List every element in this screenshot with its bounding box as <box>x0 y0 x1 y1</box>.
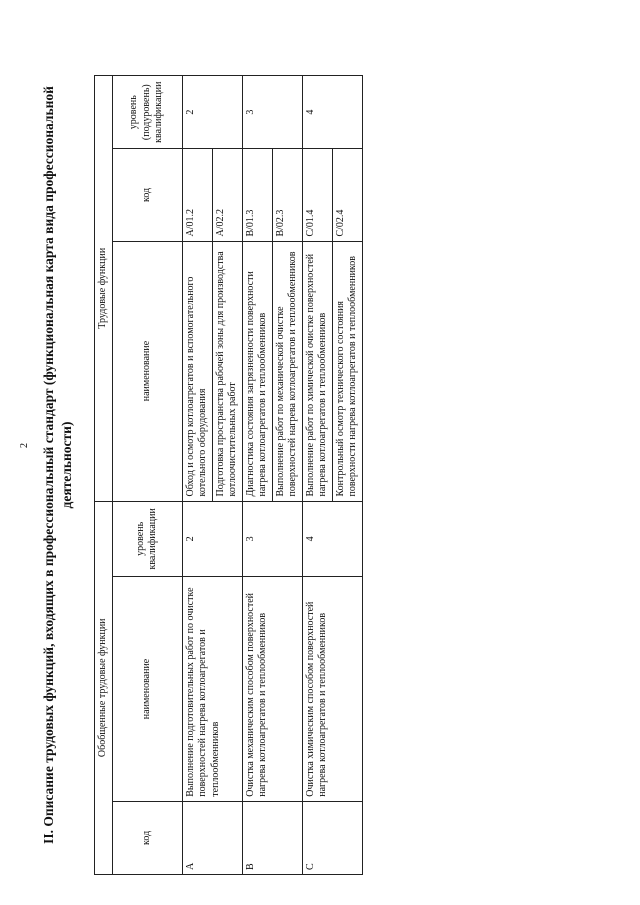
section-title: II. Описание трудовых функций, входящих в профессиональный стандарт (функциональная карта вида профессиональной деятельности) <box>41 86 74 844</box>
function-code: B/01.3 <box>242 149 272 241</box>
function-name: Контрольный осмотр технического состояния поверхности нагрева котлоагрегатов и теплообменников <box>332 241 362 501</box>
generalized-name: Выполнение подготовительных работ по очистке поверхностей нагрева котлоагрегатов и теплообменников <box>182 577 242 802</box>
header-labor-functions: Трудовые функции <box>95 76 113 502</box>
table-row <box>182 76 212 875</box>
generalized-level: 2 <box>182 501 242 577</box>
page-number: 2 <box>19 443 30 448</box>
functional-map-table <box>94 75 363 875</box>
function-name: Подготовка пространства рабочей зоны для производства котлоочистительных работ <box>212 241 242 501</box>
generalized-code: B <box>242 801 302 874</box>
header-function-code: код <box>112 149 182 241</box>
header-generalized-code: код <box>112 801 182 874</box>
function-name: Обход и осмотр котлоагрегатов и вспомогательного котельного оборудования <box>182 241 212 501</box>
header-generalized-level: уровень квалификации <box>112 501 182 577</box>
function-name: Выполнение работ по механической очистке поверхностей нагрева котлоагрегатов и теплообменников <box>272 241 302 501</box>
header-generalized-name: наименование <box>112 577 182 802</box>
header-function-name: наименование <box>112 241 182 501</box>
function-code: C/02.4 <box>332 149 362 241</box>
function-level: 4 <box>302 76 362 149</box>
function-code: A/01.2 <box>182 149 212 241</box>
generalized-name: Очистка химическим способом поверхностей нагрева котлоагрегатов и теплообменников <box>302 577 362 802</box>
generalized-code: A <box>182 801 242 874</box>
table-row <box>302 76 332 875</box>
header-generalized-functions: Обобщенные трудовые функции <box>95 501 113 874</box>
generalized-name: Очистка механическим способом поверхностей нагрева котлоагрегатов и теплообменников <box>242 577 302 802</box>
function-code: A/02.2 <box>212 149 242 241</box>
function-level: 2 <box>182 76 242 149</box>
generalized-code: C <box>302 801 362 874</box>
generalized-level: 3 <box>242 501 302 577</box>
table-row <box>242 76 272 875</box>
function-code: C/01.4 <box>302 149 332 241</box>
function-name: Диагностика состояния загрязненности поверхности нагрева котлоагрегатов и теплообменников <box>242 241 272 501</box>
function-name: Выполнение работ по химической очистке поверхностей нагрева котлоагрегатов и теплообменников <box>302 241 332 501</box>
function-code: B/02.3 <box>272 149 302 241</box>
header-function-level: уровень (подуровень) квалификации <box>112 76 182 149</box>
function-level: 3 <box>242 76 302 149</box>
landscape-sheet <box>40 50 610 880</box>
generalized-level: 4 <box>302 501 362 577</box>
